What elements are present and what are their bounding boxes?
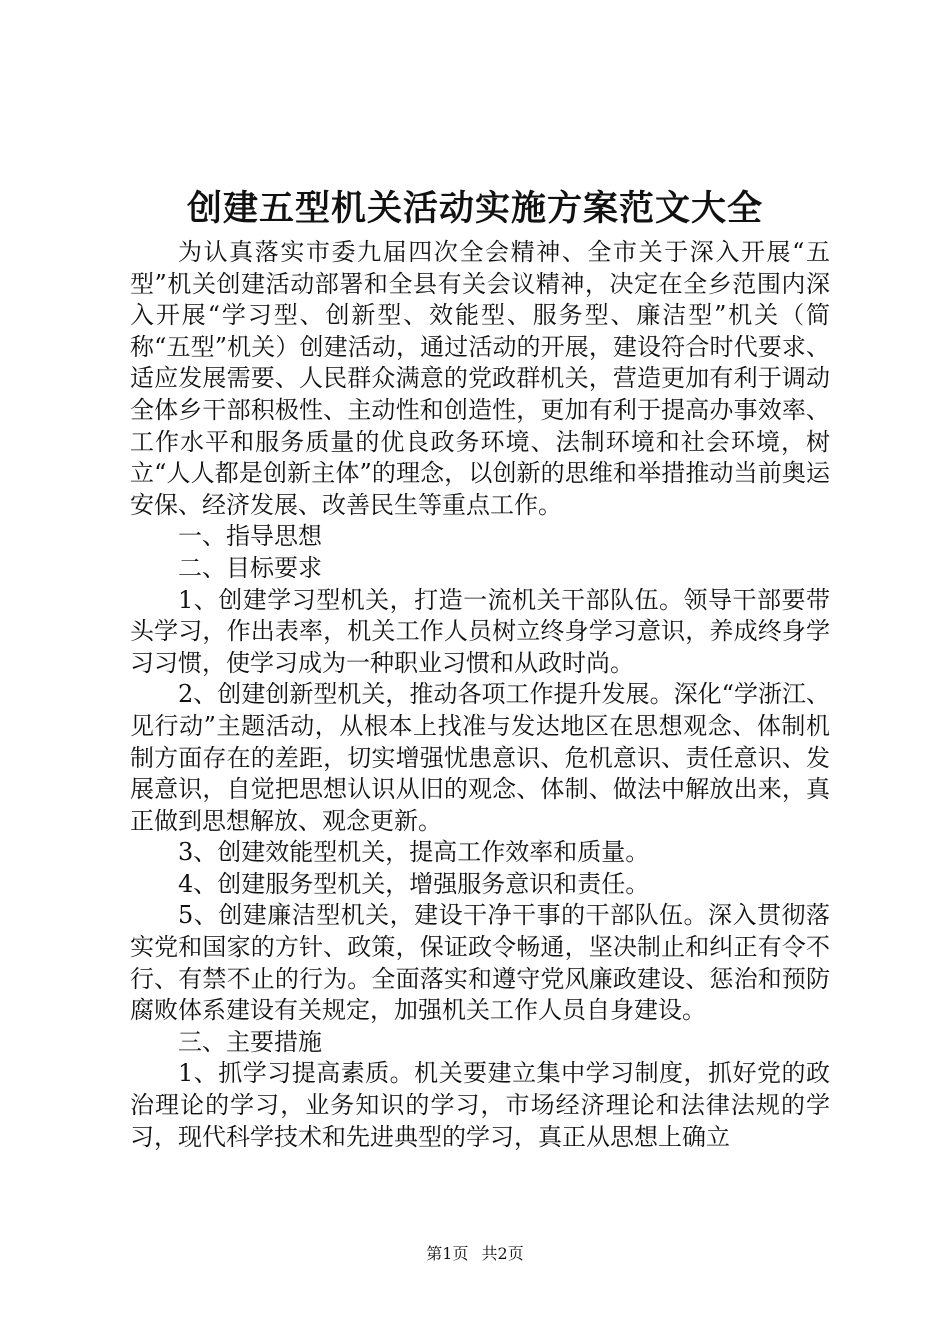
heading-main-measures: 三、主要措施 [178, 1027, 322, 1056]
paragraph-goal-2: 2、创建创新型机关，推动各项工作提升发展。深化“学浙江、见行动”主题活动，从根本上找准与发达地区在思想观念、体制机制方面存在的差距，切实增强忧患意识、危机意识、责任意识、发展意识，自觉把思想认识从旧的观念、体制、做法中解放出来，真正做到思想解放、观念更新。 [130, 680, 830, 835]
heading-guiding-thought: 一、指导思想 [178, 522, 322, 551]
page-total: 共2页 [481, 1244, 524, 1263]
heading-goals: 二、目标要求 [178, 553, 322, 582]
page-footer [0, 1243, 950, 1265]
document-body [130, 237, 830, 1153]
paragraph-goal-4: 4、创建服务型机关，增强服务意识和责任。 [178, 869, 650, 898]
paragraph-measure-1: 1、抓学习提高素质。机关要建立集中学习制度，抓好党的政治理论的学习，业务知识的学习，市场经济理论和法律法规的学习，现代科学技术和先进典型的学习，真正从思想上确立 [130, 1059, 830, 1151]
paragraph-goal-3: 3、创建效能型机关，提高工作效率和质量。 [178, 838, 650, 867]
page-number: 第1页 [426, 1244, 469, 1263]
paragraph-goal-5: 5、创建廉洁型机关，建设干净干事的干部队伍。深入贯彻落实党和国家的方针、政策，保证政令畅通，坚决制止和纠正有令不行、有禁不止的行为。全面落实和遵守党风廉政建设、惩治和预防腐败体系建设有关规定，加强机关工作人员自身建设。 [130, 901, 830, 1025]
paragraph-intro: 为认真落实市委九届四次全会精神、全市关于深入开展“五型”机关创建活动部署和全县有关会议精神，决定在全乡范围内深入开展“学习型、创新型、效能型、服务型、廉洁型”机关（简称“五型”机关）创建活动，通过活动的开展，建设符合时代要求、适应发展需要、人民群众满意的党政群机关，营造更加有利于调动全体乡干部积极性、主动性和创造性，更加有利于提高办事效率、工作水平和服务质量的优良政务环境、法制环境和社会环境，树立“人人都是创新主体”的理念，以创新的思维和举措推动当前奥运安保、经济发展、改善民生等重点工作。 [130, 238, 830, 519]
document-title: 创建五型机关活动实施方案范文大全 [186, 188, 763, 229]
paragraph-goal-1: 1、创建学习型机关，打造一流机关干部队伍。领导干部要带头学习，作出表率，机关工作人员树立终身学习意识，养成终身学习习惯，使学习成为一种职业习惯和从政时尚。 [130, 585, 830, 677]
